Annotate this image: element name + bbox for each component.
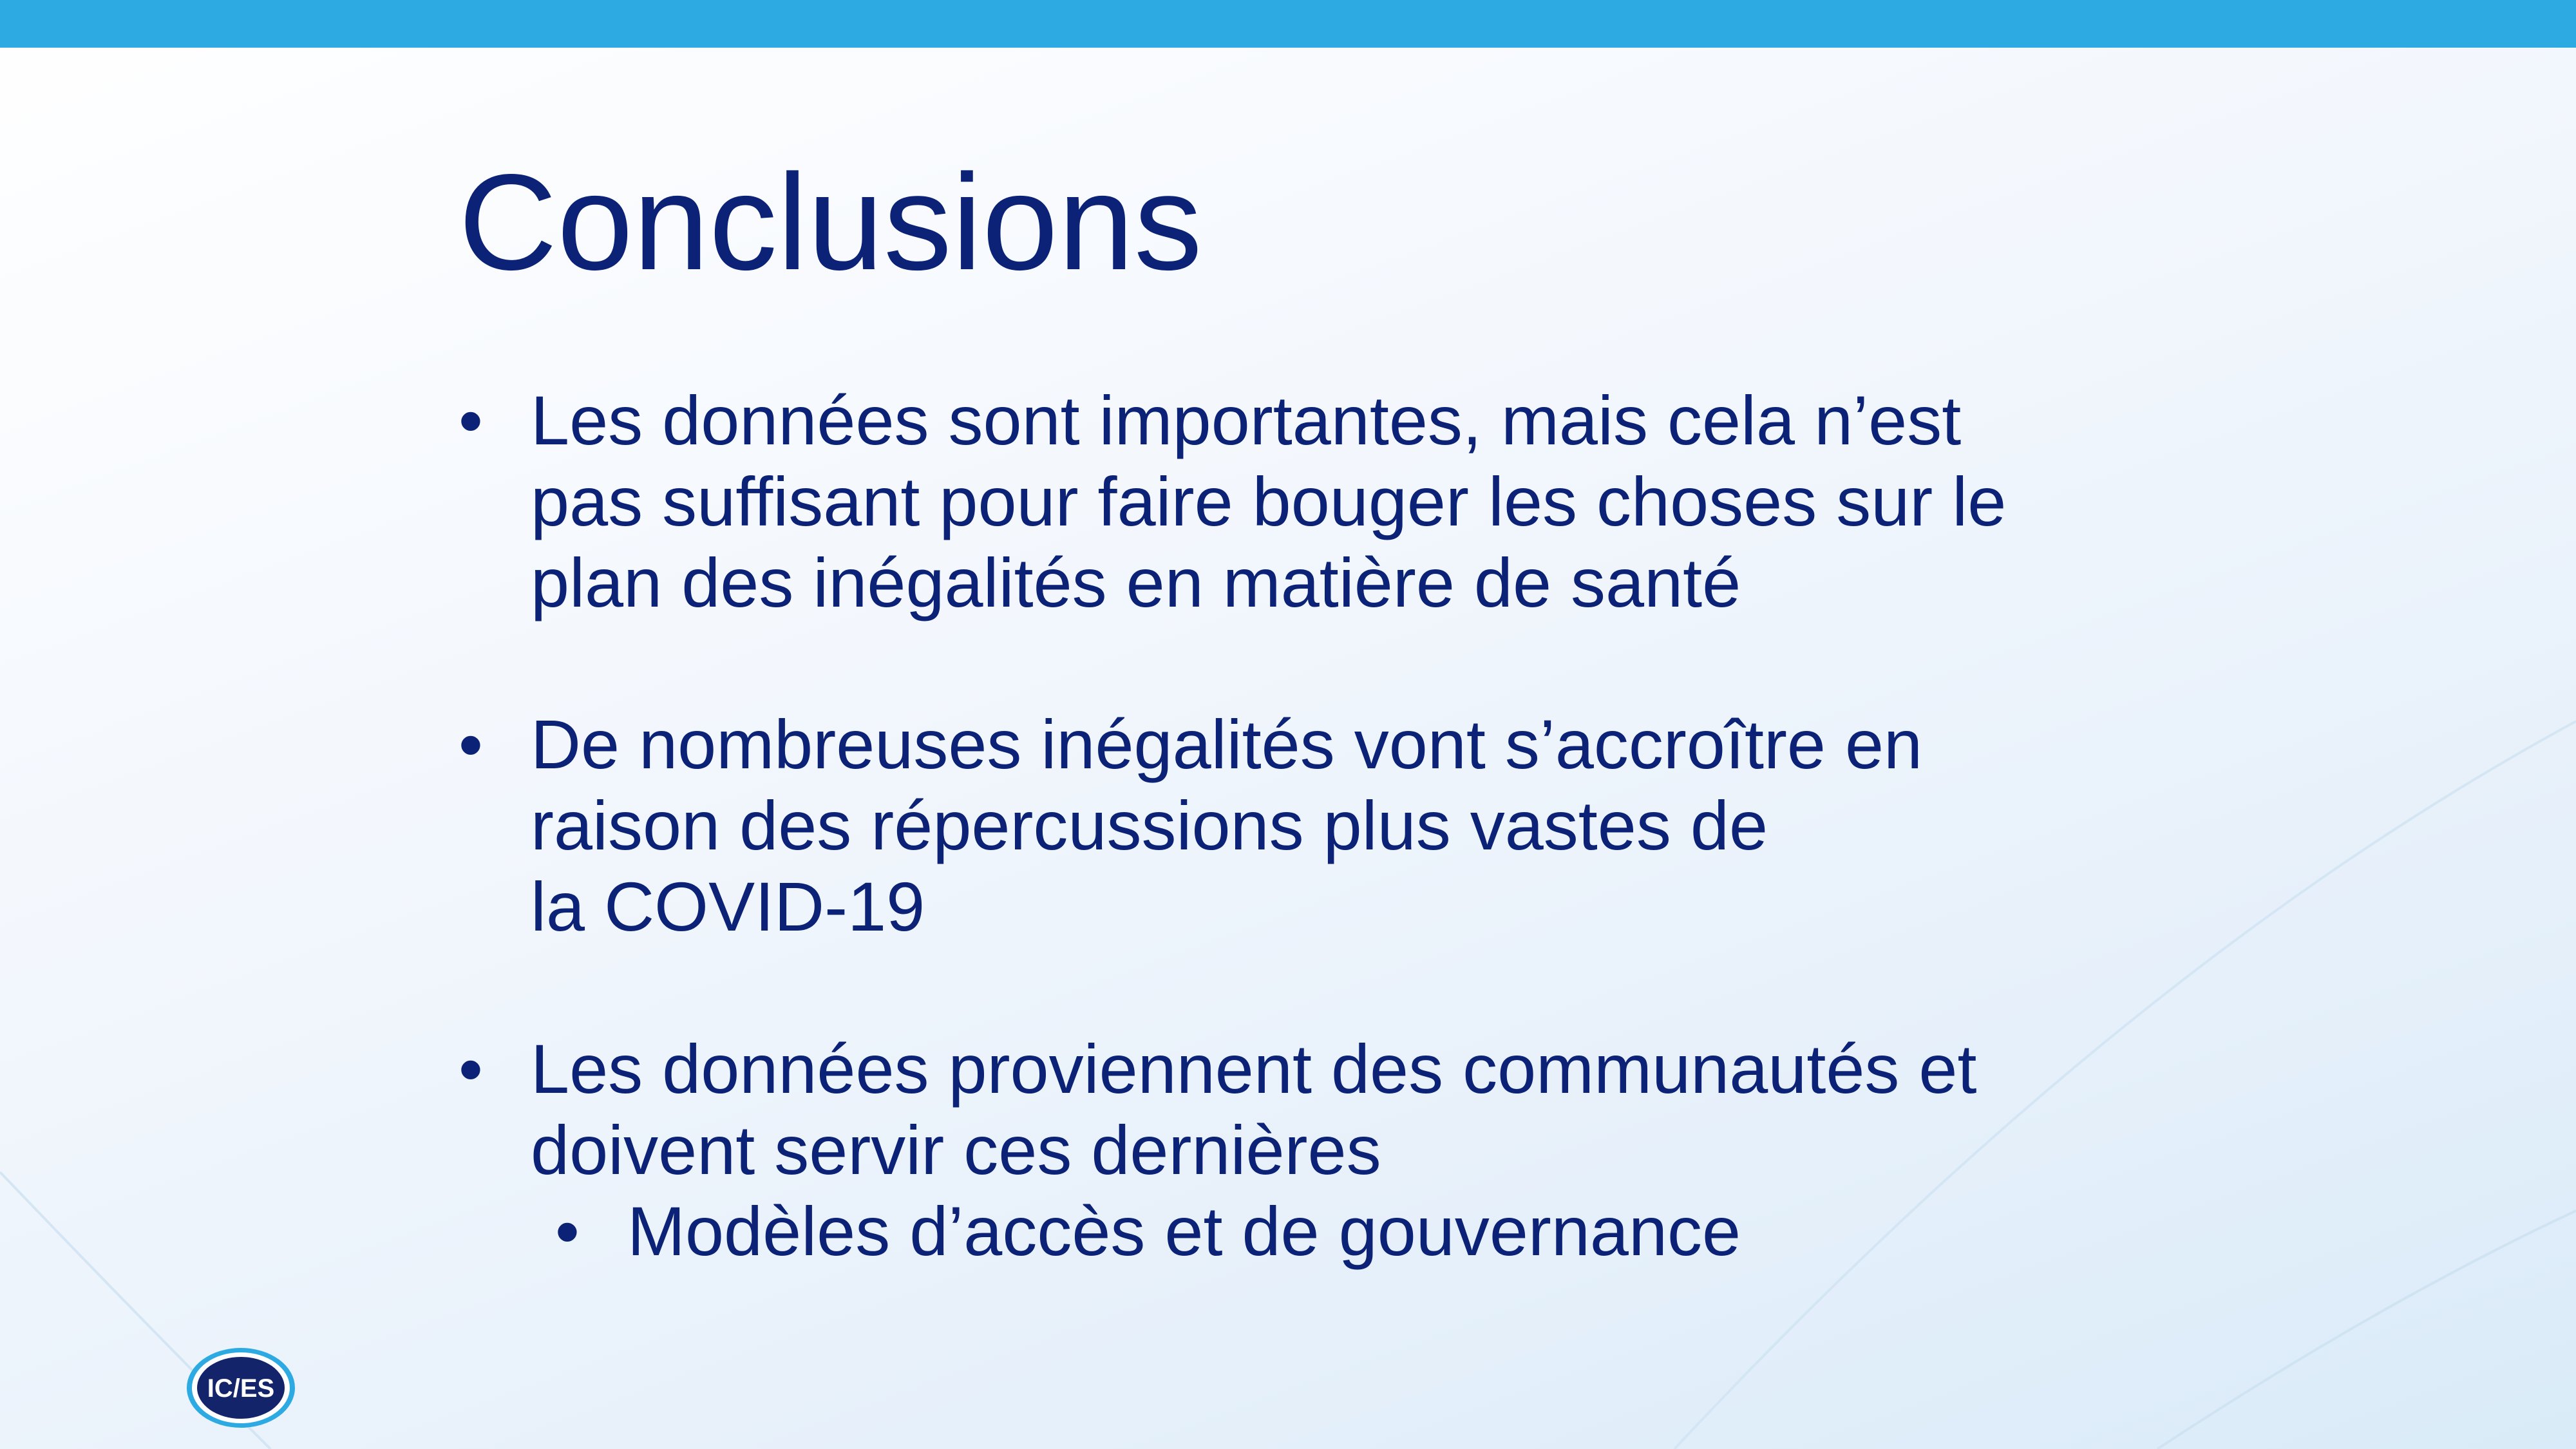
bullet-text	[531, 704, 2269, 947]
bullet-line: Les données sont importantes, mais cela n’est	[531, 381, 1962, 459]
sub-bullet-marker: •	[555, 1192, 580, 1270]
ices-logo	[183, 1345, 299, 1431]
bullet-line: raison des répercussions plus vastes de	[531, 786, 1768, 864]
bullet-marker: •	[459, 381, 483, 459]
bullet-marker: •	[459, 705, 483, 783]
bullet-text	[531, 380, 2269, 623]
slide-title: Conclusions	[459, 146, 1202, 298]
bullet-line: plan des inégalités en matière de santé	[531, 544, 1741, 621]
bullet-marker: •	[459, 1030, 483, 1108]
bullet-line: doivent servir ces dernières	[531, 1111, 1381, 1189]
bullet-line: De nombreuses inégalités vont s’accroître en	[531, 705, 1923, 783]
sub-bullet-text: Modèles d’accès et de gouvernance	[627, 1192, 1741, 1270]
bullet-line: Les données proviennent des communautés et	[531, 1030, 1977, 1108]
bullet-text	[531, 1028, 2269, 1191]
bullet-line: la COVID-19	[531, 867, 925, 945]
logo-text: IC/ES	[207, 1374, 275, 1403]
bullet-line: pas suffisant pour faire bouger les choses sur le	[531, 462, 2007, 540]
